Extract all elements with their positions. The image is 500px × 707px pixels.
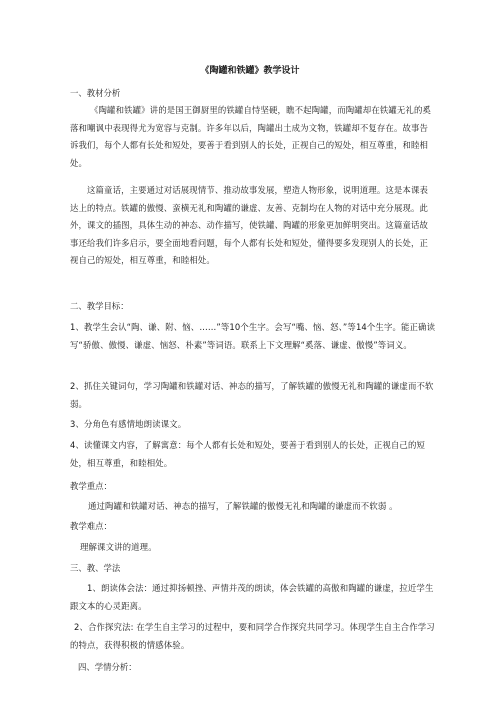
method-item-1: 1、朗读体会法：通过抑扬顿挫、声情并茂的朗读，体会铁罐的高傲和陶罐的谦虚，拉近学生跟文本的心灵距离。 xyxy=(70,583,434,611)
key-point-heading: 教学重点： xyxy=(70,481,112,491)
paragraph-analysis-2: 这篇童话，主要通过对话展现情节、推动故事发展，塑造人物形象，说明道理。这是本课表达上的特点。铁罐的傲慢、蛮横无礼和陶罐的谦虚、友善、克制均在人物的对话中充分展现。此外，课文的插图，具体生动的神态、动作描写，使铁罐、陶罐的形象更加鲜明突出。这篇童话故事还给我们许多启示，要全面地看问题，每个人都有长处和短处，懂得要多发现别人的长处，正视自己的短处，相互尊重，和睦相处。 xyxy=(70,185,429,265)
section-heading-teaching-goals: 二、教学目标： xyxy=(70,301,129,311)
key-point-text: 通过陶罐和铁罐对话、神态的描写，了解铁罐的傲慢无礼和陶罐的谦虚而不软弱 。 xyxy=(88,501,398,511)
method-item-2: 2、合作探究法: 在学生自主学习的过程中，要和同学合作探究共同学习。体现学生自主合作学习的特点，获得积极的情感体验。 xyxy=(70,622,435,650)
section-heading-textbook-analysis: 一、教材分析 xyxy=(70,88,121,98)
goal-item-2: 2、抓住关键词句，学习陶罐和铁罐对话、神态的描写，了解铁罐的傲慢无礼和陶罐的谦虚而不软弱。 xyxy=(70,381,434,409)
difficulty-heading: 教学难点： xyxy=(70,521,112,531)
goal-item-1: 1、教学生会认“陶、谦、附、恼、……”等10个生字。会写“嘴、恼、怒、”等14个生字。能正确读写“骄傲、傲慢、谦虚、恼怒、朴素”等词语。联系上下文理解“奚落、谦虚、傲慢”等词义。 xyxy=(70,322,436,350)
goal-item-3: 3、分角色有感情地朗读课文。 xyxy=(70,419,187,429)
goal-item-4: 4、读懂课文内容，了解寓意：每个人都有长处和短处，要善于看到别人的长处，正视自己的短处，相互尊重，和睦相处。 xyxy=(70,440,426,468)
section-heading-methods: 三、教、学法 xyxy=(70,563,121,573)
paragraph-analysis-1: 《陶罐和铁罐》讲的是国王御厨里的铁罐自恃坚硬，瞧不起陶罐，而陶罐却在铁罐无礼的奚落和嘲讽中表现得尤为宽容与克制。许多年以后，陶罐出土成为文物，铁罐却不复存在。故事告诉我们，每个人都有长处和短处，要善于看到别人的长处，正视自己的短处，相互尊重，和睦相处。 xyxy=(70,105,431,168)
document-title: 《陶罐和铁罐》教学设计 xyxy=(200,66,300,76)
difficulty-text: 理解课文讲的道理。 xyxy=(80,542,157,552)
section-heading-student-analysis: 四、学情分析： xyxy=(78,662,137,672)
